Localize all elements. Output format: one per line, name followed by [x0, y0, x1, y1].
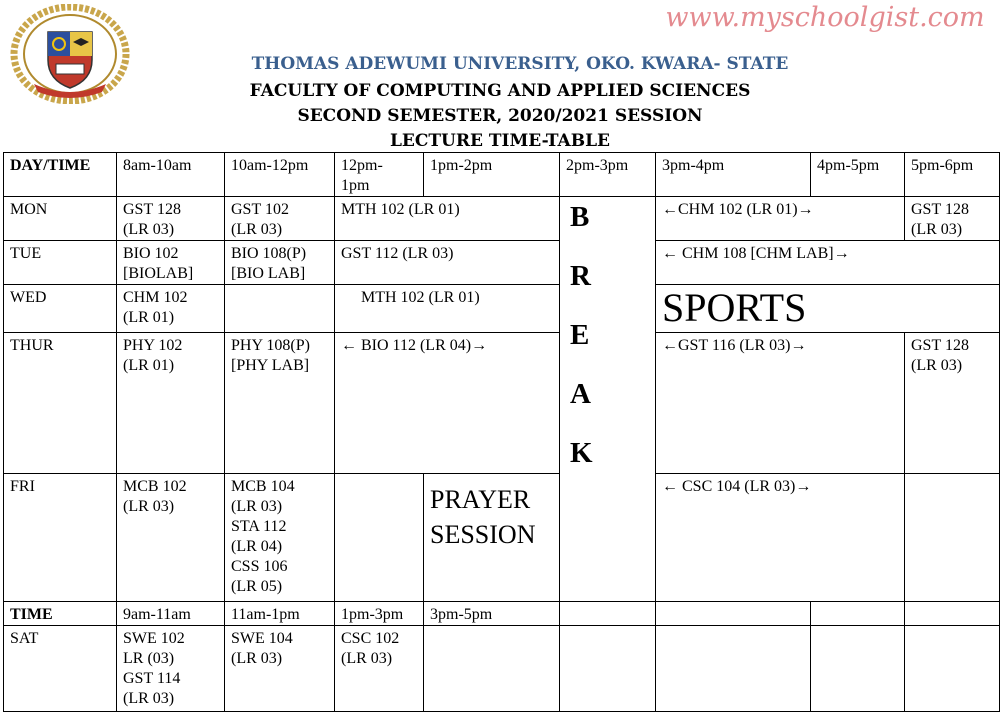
header-cell: DAY/TIME	[4, 153, 117, 197]
empty-cell	[905, 626, 1000, 712]
course-cell: GST 128 (LR 03)	[905, 197, 1000, 241]
header-cell: 8am-10am	[117, 153, 225, 197]
empty-cell	[811, 602, 905, 626]
course-cell: BIO 102 [BIOLAB]	[117, 241, 225, 285]
empty-cell	[335, 474, 424, 602]
session-title: SECOND SEMESTER, 2020/2021 SESSION	[297, 106, 703, 126]
day-cell: TUE	[4, 241, 117, 285]
course-cell: CSC 102 (LR 03)	[335, 626, 424, 712]
row-mon	[4, 197, 1000, 241]
course-cell: GST 128 (LR 03)	[117, 197, 225, 241]
course-cell: CHM 102 (LR 01)	[117, 285, 225, 333]
day-cell: THUR	[4, 333, 117, 474]
course-cell: SWE 102 LR (03) GST 114 (LR 03)	[117, 626, 225, 712]
empty-cell	[905, 602, 1000, 626]
time-cell: 1pm-3pm	[335, 602, 424, 626]
empty-cell	[225, 285, 335, 333]
break-letter: E	[570, 319, 590, 351]
course-cell: SWE 104 (LR 03)	[225, 626, 335, 712]
course-cell: PHY 102 (LR 01)	[117, 333, 225, 474]
break-letter: A	[570, 378, 591, 410]
course-cell: ← CSC 104 (LR 03)→	[656, 474, 905, 602]
header-row	[4, 153, 1000, 197]
header-cell: 5pm-6pm	[905, 153, 1000, 197]
empty-cell	[656, 602, 811, 626]
course-cell: MCB 102 (LR 03)	[117, 474, 225, 602]
sports-cell: SPORTS	[656, 285, 1000, 333]
course-cell: ← CHM 108 [CHM LAB]→	[656, 241, 1000, 285]
row-tue	[4, 241, 1000, 285]
day-cell: SAT	[4, 626, 117, 712]
empty-cell	[560, 602, 656, 626]
empty-cell	[424, 626, 560, 712]
time-cell: 3pm-5pm	[424, 602, 560, 626]
lecture-timetable	[3, 152, 1000, 712]
empty-cell	[560, 626, 656, 712]
course-cell: MTH 102 (LR 01)	[335, 285, 560, 333]
header-cell: 2pm-3pm	[560, 153, 656, 197]
faculty-name: FACULTY OF COMPUTING AND APPLIED SCIENCES	[249, 81, 751, 101]
course-cell: ← BIO 112 (LR 04)→	[335, 333, 560, 474]
row-wed	[4, 285, 1000, 333]
course-cell: ←GST 116 (LR 03)→	[656, 333, 905, 474]
course-cell: GST 128 (LR 03)	[905, 333, 1000, 474]
course-cell: BIO 108(P) [BIO LAB]	[225, 241, 335, 285]
day-cell: MON	[4, 197, 117, 241]
row-thur	[4, 333, 1000, 474]
break-letter: R	[570, 260, 591, 292]
break-letter: B	[570, 201, 590, 233]
time-cell: 9am-11am	[117, 602, 225, 626]
university-name: THOMAS ADEWUMI UNIVERSITY, OKO. KWARA- STATE	[251, 54, 789, 74]
timetable-title: LECTURE TIME-TABLE	[389, 131, 611, 151]
course-cell: MCB 104 (LR 03) STA 112 (LR 04) CSS 106 (LR 05)	[225, 474, 335, 602]
header-cell: 12pm- 1pm	[335, 153, 424, 197]
course-cell: PHY 108(P) [PHY LAB]	[225, 333, 335, 474]
header-cell: 1pm-2pm	[424, 153, 560, 197]
empty-cell	[656, 626, 811, 712]
header-cell: 10am-12pm	[225, 153, 335, 197]
empty-cell	[905, 474, 1000, 602]
time-label-cell: TIME	[4, 602, 117, 626]
course-cell: ←CHM 102 (LR 01)→	[656, 197, 905, 241]
header-cell: 4pm-5pm	[811, 153, 905, 197]
time-cell: 11am-1pm	[225, 602, 335, 626]
course-cell: MTH 102 (LR 01)	[335, 197, 560, 241]
day-cell: WED	[4, 285, 117, 333]
row-sat	[4, 626, 1000, 712]
course-cell: GST 102 (LR 03)	[225, 197, 335, 241]
row-time	[4, 602, 1000, 626]
course-cell: GST 112 (LR 03)	[335, 241, 560, 285]
row-fri	[4, 474, 1000, 602]
watermark: www.myschoolgist.com	[665, 2, 985, 33]
header-cell: 3pm-4pm	[656, 153, 811, 197]
day-cell: FRI	[4, 474, 117, 602]
empty-cell	[811, 626, 905, 712]
prayer-session-cell: PRAYER SESSION	[424, 474, 656, 602]
break-letter: K	[570, 437, 593, 469]
